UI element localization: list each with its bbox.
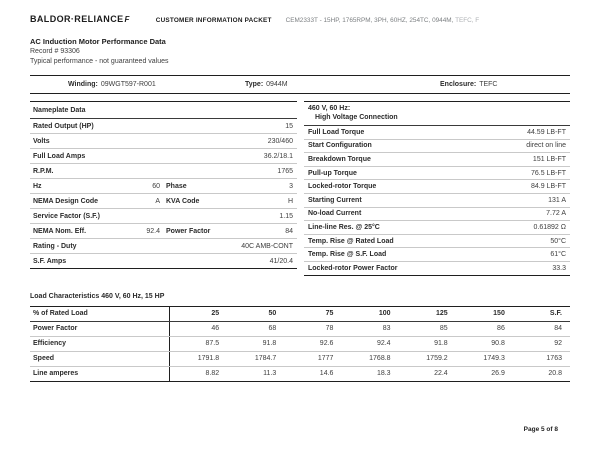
row-label: NEMA Design Code xyxy=(33,197,99,205)
row-value: 61°C xyxy=(550,251,566,259)
nameplate-table xyxy=(30,101,297,269)
row-label: Temp. Rise @ S.F. Load xyxy=(308,251,387,259)
row-value: 131 A xyxy=(548,196,566,204)
row-value: 84 xyxy=(285,227,293,235)
table-row xyxy=(30,238,297,253)
row-label: Temp. Rise @ Rated Load xyxy=(308,237,394,245)
record-number: Record # 93306 xyxy=(30,48,80,55)
table-row xyxy=(30,148,297,163)
column-header: S.F. xyxy=(549,310,562,318)
row-value: 151 LB-FT xyxy=(532,155,566,163)
table-row xyxy=(30,133,297,148)
enclosure-cell xyxy=(440,81,570,88)
cell-value: 26.9 xyxy=(491,370,505,378)
row-label: Hz xyxy=(33,182,42,190)
table-row xyxy=(30,163,297,178)
load-characteristics-title: Load Characteristics 460 V, 60 Hz, 15 HP xyxy=(30,292,165,300)
document-header xyxy=(30,14,570,24)
row-label: Power Factor xyxy=(30,322,170,336)
row-value: 76.5 LB-FT xyxy=(530,169,566,177)
row-label: Locked-rotor Torque xyxy=(308,183,377,191)
logo-text: BALDOR·RELIANCE xyxy=(30,14,124,24)
row-label: Service Factor (S.F.) xyxy=(33,212,100,220)
table-row xyxy=(30,322,570,336)
logo-mark: F xyxy=(124,15,130,24)
row-label: Start Configuration xyxy=(308,142,372,150)
table-row xyxy=(304,234,570,248)
row-value: 1765 xyxy=(277,167,293,175)
row-label: NEMA Nom. Eff. xyxy=(33,227,87,235)
row-label: Power Factor xyxy=(166,227,211,235)
cell-value: 8.82 xyxy=(205,370,220,378)
row-label: Speed xyxy=(30,352,170,366)
table-row xyxy=(30,366,570,381)
table-header-row xyxy=(30,307,570,322)
table-row xyxy=(304,179,570,193)
cell-value: 1768.8 xyxy=(369,355,391,363)
cell-value: 91.8 xyxy=(262,340,277,348)
cell-value: 18.3 xyxy=(376,370,391,378)
column-header: 100 xyxy=(378,310,391,318)
cell-value: 92.4 xyxy=(376,340,391,348)
row-value: 92.4 xyxy=(146,227,160,235)
page-number: Page 5 of 8 xyxy=(523,426,558,433)
row-value: 84.9 LB-FT xyxy=(530,183,566,191)
cell-value: 1791.8 xyxy=(197,355,220,363)
row-label: Rating - Duty xyxy=(33,242,77,250)
table-row xyxy=(30,351,570,366)
column-header: 50 xyxy=(268,310,277,318)
column-header: % of Rated Load xyxy=(30,307,170,321)
row-label: Pull-up Torque xyxy=(308,169,357,177)
table-row xyxy=(304,220,570,234)
table-row xyxy=(30,253,297,268)
cell-value: 68 xyxy=(268,325,277,333)
table-row xyxy=(30,178,297,193)
row-value: 1.15 xyxy=(279,212,293,220)
table-row xyxy=(304,247,570,261)
table-row xyxy=(30,193,297,208)
cell-value: 87.5 xyxy=(205,340,220,348)
motor-spec-main: CEM2333T - 15HP, 1765RPM, 3PH, 60HZ, 254TC, 0944M, xyxy=(285,17,454,24)
cell-value: 20.8 xyxy=(548,370,562,378)
type-value: 0944M xyxy=(266,81,288,88)
cell-value: 92.6 xyxy=(319,340,334,348)
table-row xyxy=(30,336,570,351)
enclosure-label: Enclosure: xyxy=(440,81,477,88)
row-label: Efficiency xyxy=(30,337,170,351)
row-label: Line amperes xyxy=(30,367,170,381)
column-header: 150 xyxy=(493,310,505,318)
row-value: direct on line xyxy=(526,142,566,150)
row-label: Full Load Amps xyxy=(33,152,86,160)
cell-value: 22.4 xyxy=(434,370,448,378)
motor-spec-line xyxy=(286,17,480,24)
row-label: Breakdown Torque xyxy=(308,155,371,163)
row-label: Full Load Torque xyxy=(308,128,365,136)
row-value: 7.72 A xyxy=(546,210,566,218)
row-value: 33.3 xyxy=(552,264,566,272)
row-value: 15 xyxy=(285,122,293,130)
motor-spec-tail: TEFC, F xyxy=(455,17,480,24)
winding-value: 09WGT597-R001 xyxy=(100,81,156,88)
row-label: Line-line Res. @ 25°C xyxy=(308,223,380,231)
summary-band xyxy=(30,75,570,94)
row-value: 3 xyxy=(289,182,293,190)
nameplate-table-title: Nameplate Data xyxy=(30,102,297,119)
cell-value: 1784.7 xyxy=(254,355,277,363)
performance-tables xyxy=(30,101,570,276)
type-label: Type: xyxy=(245,81,264,88)
cell-value: 1749.3 xyxy=(483,355,505,363)
column-header: 125 xyxy=(436,310,448,318)
cell-value: 92 xyxy=(554,340,562,348)
row-label: KVA Code xyxy=(166,197,200,205)
cell-value: 1759.2 xyxy=(426,355,448,363)
row-value: 230/460 xyxy=(267,137,293,145)
enclosure-value: TEFC xyxy=(479,81,498,88)
cell-value: 91.8 xyxy=(434,340,448,348)
cell-value: 46 xyxy=(211,325,220,333)
cell-value: 1763 xyxy=(546,355,562,363)
hv-title-line2: High Voltage Connection xyxy=(315,113,398,121)
cell-value: 86 xyxy=(497,325,505,333)
cell-value: 78 xyxy=(325,325,334,333)
row-value: 41/20.4 xyxy=(269,257,293,265)
table-row xyxy=(304,126,570,139)
cell-value: 90.8 xyxy=(491,340,505,348)
row-label: Starting Current xyxy=(308,196,362,204)
row-label: Locked-rotor Power Factor xyxy=(308,264,398,272)
table-row xyxy=(30,208,297,223)
row-value: 60 xyxy=(152,182,160,190)
table-row xyxy=(304,166,570,180)
high-voltage-table xyxy=(304,101,570,276)
row-label: No-load Current xyxy=(308,210,362,218)
row-value: 36.2/18.1 xyxy=(263,152,293,160)
packet-title: CUSTOMER INFORMATION PACKET xyxy=(155,17,272,24)
page-title: AC Induction Motor Performance Data xyxy=(30,37,166,46)
row-value: H xyxy=(287,197,293,205)
cell-value: 85 xyxy=(439,325,448,333)
table-row xyxy=(304,139,570,153)
winding-cell xyxy=(30,81,245,88)
column-header: 75 xyxy=(325,310,334,318)
table-row xyxy=(30,223,297,238)
row-value: A xyxy=(155,197,160,205)
cell-value: 11.3 xyxy=(263,370,277,378)
row-label: Volts xyxy=(33,137,50,145)
intro-block xyxy=(30,37,570,67)
row-label: Phase xyxy=(166,182,187,190)
row-value: 50°C xyxy=(550,237,566,245)
row-value: 44.59 LB-FT xyxy=(527,128,566,136)
row-label: S.F. Amps xyxy=(33,257,67,265)
high-voltage-table-title xyxy=(304,102,570,126)
row-value: 40C AMB-CONT xyxy=(241,242,293,250)
table-row xyxy=(304,152,570,166)
cell-value: 83 xyxy=(382,325,391,333)
column-header: 25 xyxy=(211,310,220,318)
type-cell xyxy=(245,81,440,88)
winding-label: Winding: xyxy=(68,81,98,88)
table-row xyxy=(304,261,570,275)
table-row xyxy=(304,207,570,221)
baldor-reliance-logo xyxy=(30,14,130,24)
load-characteristics-table xyxy=(30,306,570,382)
cell-value: 14.6 xyxy=(319,370,334,378)
row-label: Rated Output (HP) xyxy=(33,122,94,130)
performance-note: Typical performance - not guaranteed values xyxy=(30,58,169,65)
row-value: 0.61892 Ω xyxy=(533,223,566,231)
cell-value: 84 xyxy=(554,325,562,333)
row-label: R.P.M. xyxy=(33,167,54,175)
table-row xyxy=(304,193,570,207)
hv-title-line1: 460 V, 60 Hz: xyxy=(308,105,351,112)
cell-value: 1777 xyxy=(317,355,334,363)
table-row xyxy=(30,119,297,133)
